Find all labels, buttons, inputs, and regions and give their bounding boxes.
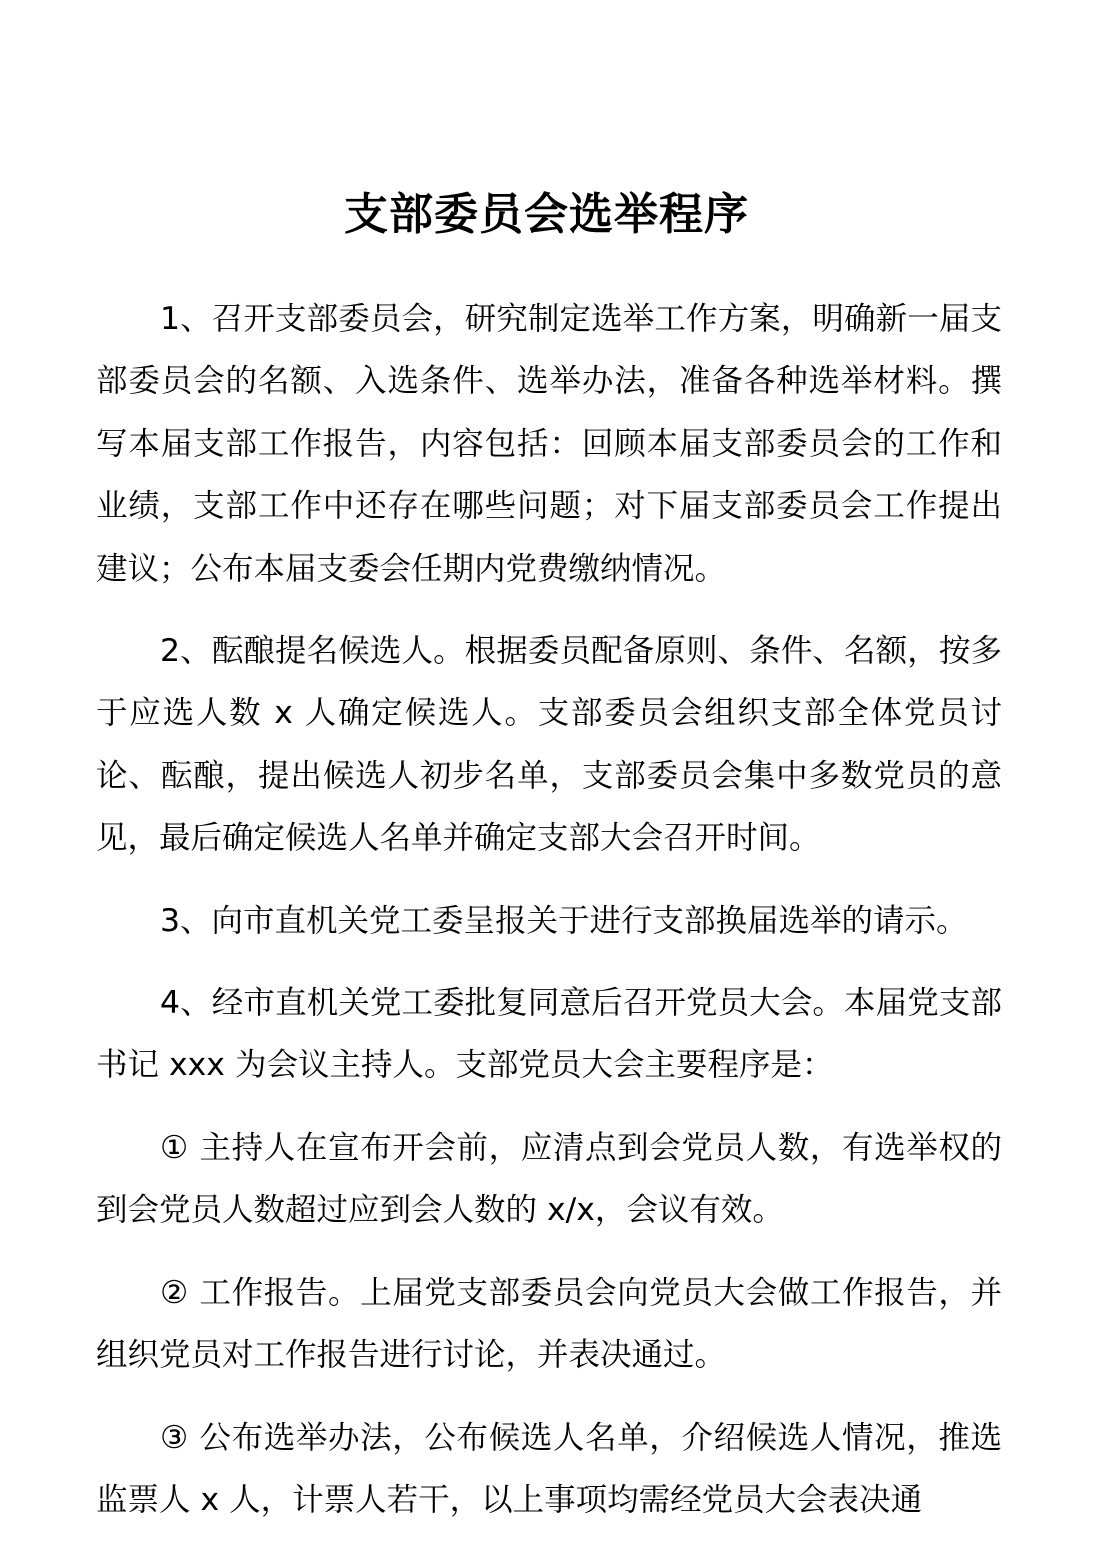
paragraph-4: 4、经市直机关党工委批复同意后召开党员大会。本届党支部书记 xxx 为会议主持人。支部党员大会主要程序是： (96, 985, 1002, 1084)
paragraph-step-3: ③ 公布选举办法，公布候选人名单，介绍候选人情况，推选监票人 x 人，计票人若干，以上事项均需经党员大会表决通 (96, 1419, 1002, 1518)
paragraph-step-2: ② 工作报告。上届党支部委员会向党员大会做工作报告，并组织党员对工作报告进行讨论，并表决通过。 (96, 1274, 1002, 1374)
paragraph-2: 2、酝酿提名候选人。根据委员配备原则、条件、名额，按多于应选人数 x 人确定候选人。支部委员会组织支部全体党员讨论、酝酿，提出候选人初步名单，支部委员会集中多数党员的意见，最后确定候选人名单并确定支部大会召开时间。 (96, 633, 1002, 857)
paragraph-3: 3、向市直机关党工委呈报关于进行支部换届选举的请示。 (160, 902, 968, 939)
document-title: 支部委员会选举程序 (344, 189, 749, 240)
paragraph-1: 1、召开支部委员会，研究制定选举工作方案，明确新一届支部委员会的名额、入选条件、选举办法，准备各种选举材料。撰写本届支部工作报告，内容包括：回顾本届支部委员会的工作和业绩，支部工作中还存在哪些问题；对下届支部委员会工作提出建议；公布本届支委会任期内党费缴纳情况。 (96, 301, 1002, 587)
paragraph-step-1: ① 主持人在宣布开会前，应清点到会党员人数，有选举权的到会党员人数超过应到会人数的 x/x，会议有效。 (96, 1129, 1002, 1229)
document-body (96, 288, 1002, 1551)
